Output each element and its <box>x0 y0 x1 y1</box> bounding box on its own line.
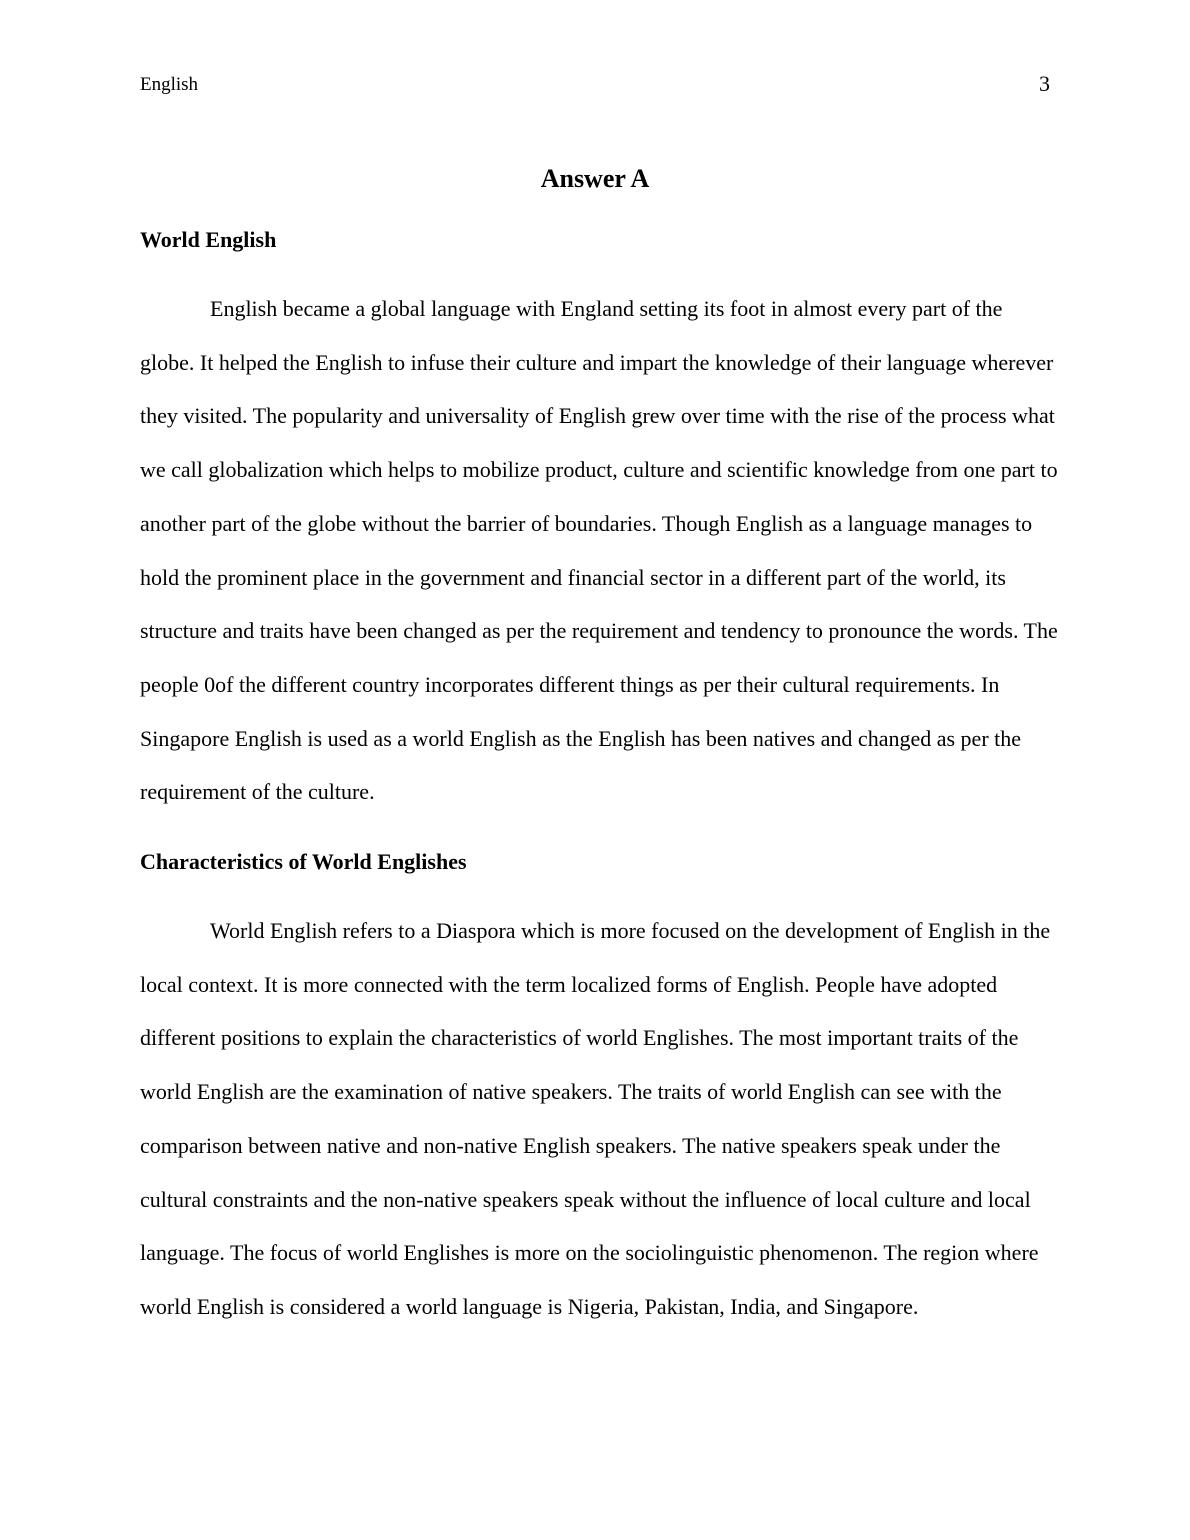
section-heading-world-english: World English <box>140 227 277 252</box>
page-title: Answer A <box>540 164 650 193</box>
paragraph-characteristics: World English refers to a Diaspora which is more focused on the development of English in the local context. It is more connected with the term localized forms of English. People have adopted different positions to explain the characteristics of world Englishes. The most important traits of the world English are the examination of native speakers. The traits of world English can see with the comparison between native and non-native English speakers. The native speakers speak under the cultural constraints and the non-native speakers speak without the influence of local culture and local language. The focus of world Englishes is more on the sociolinguistic phenomenon. The region where world English is considered a world language is Nigeria, Pakistan, India, and Singapore. <box>140 918 1051 1319</box>
section-heading-characteristics: Characteristics of World Englishes <box>140 849 467 874</box>
page-number: 3 <box>1039 71 1050 96</box>
running-head: English <box>140 74 199 95</box>
paragraph-world-english: English became a global language with England setting its foot in almost every part of the globe. It helped the English to infuse their culture and impart the knowledge of their language wherever they visited. The popularity and universality of English grew over time with the rise of the process what we call globalization which helps to mobilize product, culture and scientific knowledge from one part to another part of the globe without the barrier of boundaries. Though English as a language manages to hold the prominent place in the government and financial sector in a different part of the world, its structure and traits have been changed as per the requirement and tendency to pronounce the words. The people 0of the different country incorporates different things as per their cultural requirements. In Singapore English is used as a world English as the English has been natives and changed as per the requirement of the culture. <box>140 296 1058 805</box>
